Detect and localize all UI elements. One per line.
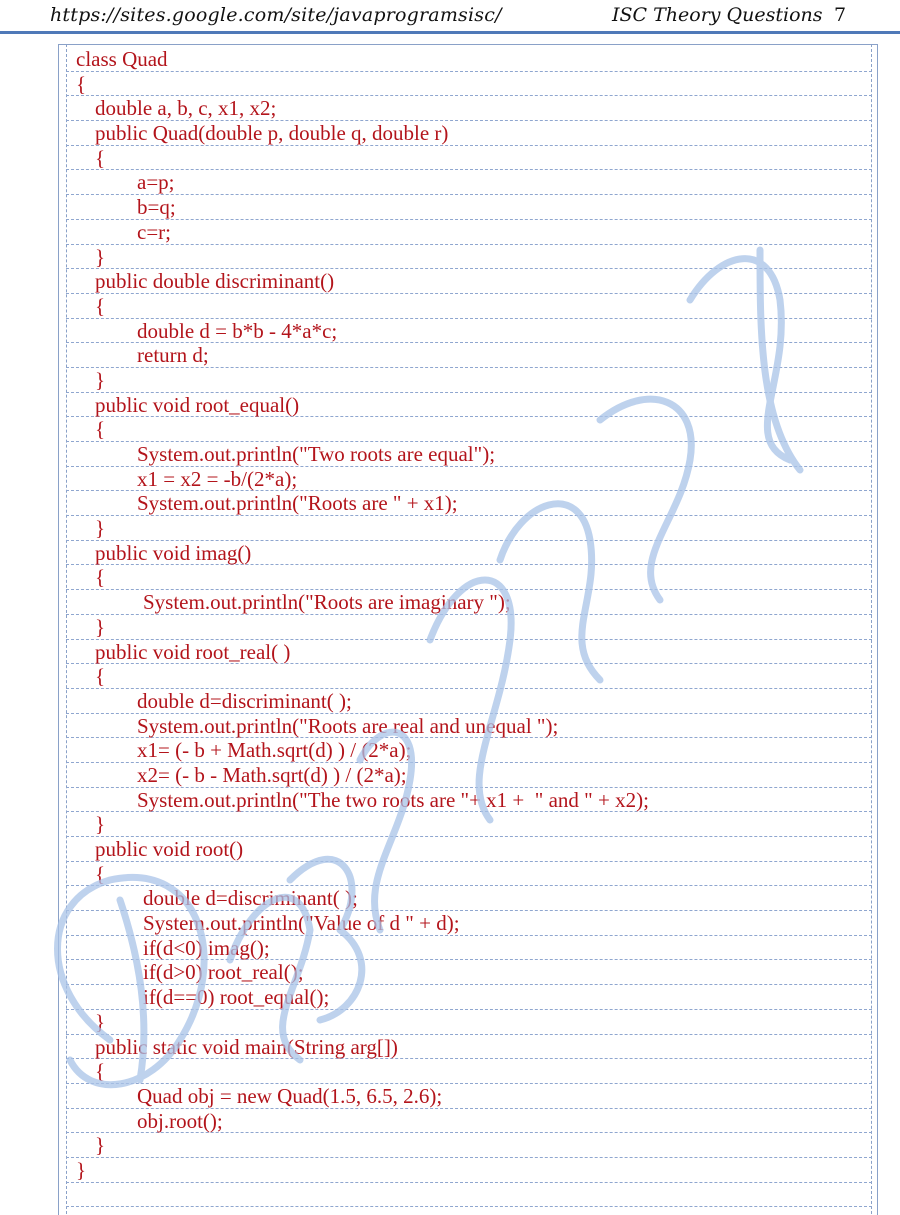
code-line-text: System.out.println("Roots are " + x1);: [137, 491, 458, 516]
code-line: [66, 590, 872, 615]
code-line: [66, 393, 872, 418]
code-line: [66, 47, 872, 72]
code-line: [66, 269, 872, 294]
code-line: [66, 491, 872, 516]
code-line: [66, 1183, 872, 1208]
code-line-text: }: [95, 244, 106, 269]
code-line: [66, 195, 872, 220]
code-line-text: }: [95, 812, 106, 837]
code-line: [66, 220, 872, 245]
code-line-text: Quad obj = new Quad(1.5, 6.5, 2.6);: [137, 1083, 443, 1108]
code-line-text: }: [95, 1009, 106, 1034]
code-line-text: public double discriminant(): [95, 269, 335, 294]
code-line-text: return d;: [137, 343, 209, 368]
code-line-text: x2= (- b - Math.sqrt(d) ) / (2*a);: [137, 762, 407, 787]
code-line-text: x1= (- b + Math.sqrt(d) ) / (2*a);: [137, 738, 412, 763]
code-line-text: }: [95, 1133, 106, 1158]
code-line-text: {: [95, 1059, 106, 1084]
page-number: 7: [834, 4, 847, 26]
code-line-text: {: [95, 145, 106, 170]
code-line-text: {: [95, 861, 106, 886]
code-line-text: public void root(): [95, 837, 244, 861]
code-line: [66, 1133, 872, 1158]
code-line: [66, 837, 872, 862]
code-line: [66, 467, 872, 492]
code-line: [66, 738, 872, 763]
code-line: [66, 72, 872, 97]
code-listing: [66, 47, 872, 1207]
code-line: [66, 911, 872, 936]
code-line: [66, 1084, 872, 1109]
code-line: [66, 170, 872, 195]
code-line-text: System.out.println("Roots are real and unequal ");: [137, 713, 559, 738]
code-line-text: a=p;: [137, 170, 175, 195]
code-line: [66, 788, 872, 813]
code-line: [66, 368, 872, 393]
code-line: [66, 1035, 872, 1060]
code-line: [66, 319, 872, 344]
code-line-text: b=q;: [137, 195, 176, 220]
code-line: [66, 960, 872, 985]
code-line: [66, 146, 872, 171]
code-line-text: double d=discriminant( );: [143, 886, 358, 911]
code-line: [66, 1010, 872, 1035]
code-line-text: {: [95, 664, 106, 689]
code-line: [66, 294, 872, 319]
code-line-text: System.out.println("Roots are imaginary ");: [143, 590, 511, 615]
code-line: [66, 664, 872, 689]
code-line-text: }: [76, 1157, 87, 1182]
code-line: [66, 541, 872, 566]
code-line-text: }: [95, 367, 106, 392]
code-line-text: double a, b, c, x1, x2;: [95, 96, 277, 121]
code-line: [66, 714, 872, 739]
code-line-text: {: [95, 417, 106, 442]
code-line: [66, 516, 872, 541]
code-line-text: }: [95, 614, 106, 639]
code-line-text: public void root_equal(): [95, 392, 300, 417]
code-line-text: System.out.println("Value of d " + d);: [143, 911, 460, 936]
code-line: [66, 442, 872, 467]
code-line-text: System.out.println("The two roots are "+ x1 + " and " + x2);: [137, 787, 649, 812]
code-line-text: double d=discriminant( );: [137, 688, 352, 713]
header-title: ISC Theory Questions: [612, 4, 823, 26]
code-line: [66, 763, 872, 788]
code-line-text: if(d<0) imag();: [143, 935, 270, 960]
code-line-text: System.out.println("Two roots are equal");: [137, 442, 496, 466]
code-line-text: double d = b*b - 4*a*c;: [137, 318, 338, 343]
code-line: [66, 245, 872, 270]
code-line-text: obj.root();: [137, 1108, 223, 1133]
code-line: [66, 615, 872, 640]
code-line-text: {: [95, 293, 106, 318]
code-line: [66, 121, 872, 146]
code-line-text: if(d==0) root_equal();: [143, 985, 330, 1010]
code-line: [66, 96, 872, 121]
header-rule: [0, 31, 900, 34]
code-line-text: {: [95, 565, 106, 590]
code-line-text: if(d>0) root_real();: [143, 960, 304, 985]
code-line-text: public void imag(): [95, 540, 252, 565]
code-line-text: {: [76, 71, 87, 96]
code-line: [66, 812, 872, 837]
code-line: [66, 417, 872, 442]
code-line-text: }: [95, 516, 106, 541]
code-line: [66, 1158, 872, 1183]
code-line: [66, 1059, 872, 1084]
code-line: [66, 936, 872, 961]
code-line-text: class Quad: [76, 47, 168, 71]
header-url: https://sites.google.com/site/javaprogramsisc/: [50, 4, 502, 26]
page-header: [0, 0, 900, 34]
code-line-text: public Quad(double p, double q, double r): [95, 121, 449, 146]
code-line: [66, 886, 872, 911]
code-line: [66, 343, 872, 368]
code-line-text: public static void main(String arg[]): [95, 1034, 398, 1059]
code-line: [66, 862, 872, 887]
code-line-text: c=r;: [137, 219, 171, 244]
code-line-text: public void root_real( ): [95, 639, 291, 664]
code-line: [66, 1109, 872, 1134]
code-line: [66, 689, 872, 714]
code-line: [66, 985, 872, 1010]
code-line-text: x1 = x2 = -b/(2*a);: [137, 466, 298, 491]
code-line: [66, 565, 872, 590]
code-line: [66, 640, 872, 665]
